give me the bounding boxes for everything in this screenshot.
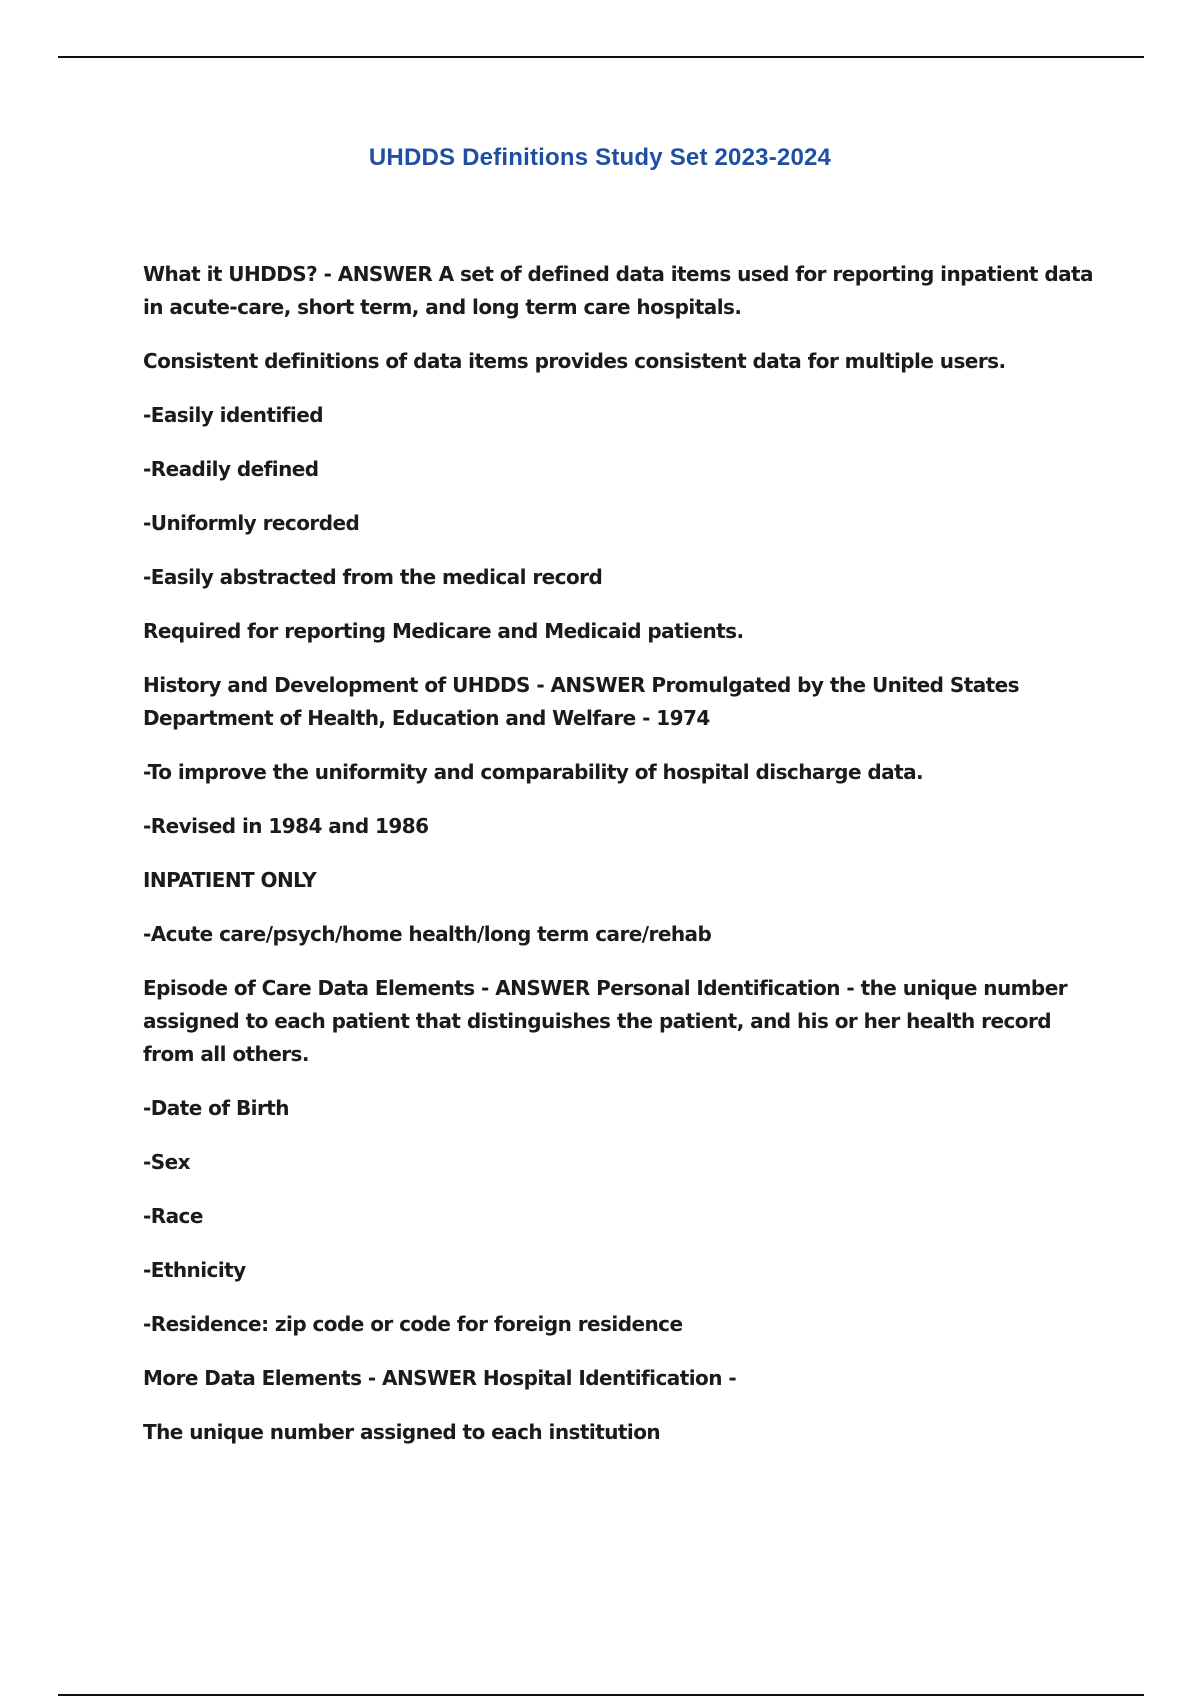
bullet-readily-defined: -Readily defined: [143, 457, 319, 481]
paragraph-what-is-uhdds: What it UHDDS? - ANSWER A set of defined data items used for reporting inpatient data in acute-care, short term, and long term care hospitals.: [143, 262, 1093, 319]
bullet-improve-uniformity: -To improve the uniformity and comparability of hospital discharge data.: [143, 760, 924, 784]
paragraph-hospital-identification: The unique number assigned to each institution: [143, 1420, 661, 1444]
bullet-revised: -Revised in 1984 and 1986: [143, 814, 429, 838]
paragraph-required-reporting: Required for reporting Medicare and Medicaid patients.: [143, 619, 744, 643]
paragraph-inpatient-only: INPATIENT ONLY: [143, 868, 317, 892]
top-divider: [58, 56, 1144, 58]
bullet-easily-abstracted: -Easily abstracted from the medical record: [143, 565, 603, 589]
bullet-care-types: -Acute care/psych/home health/long term care/rehab: [143, 922, 712, 946]
bullet-sex: -Sex: [143, 1150, 190, 1174]
bullet-easily-identified: -Easily identified: [143, 403, 324, 427]
document-title: UHDDS Definitions Study Set 2023-2024: [368, 144, 832, 171]
paragraph-more-data-elements: More Data Elements - ANSWER Hospital Identification -: [143, 1366, 737, 1390]
paragraph-episode-of-care: Episode of Care Data Elements - ANSWER Personal Identification - the unique number assigned to each patient that distinguishes the patient, and his or her health record from all others.: [143, 976, 1068, 1066]
bullet-date-of-birth: -Date of Birth: [143, 1096, 289, 1120]
document-body: [143, 258, 1103, 1470]
bullet-race: -Race: [143, 1204, 203, 1228]
bullet-ethnicity: -Ethnicity: [143, 1258, 246, 1282]
bottom-divider: [58, 1694, 1144, 1696]
bullet-residence: -Residence: zip code or code for foreign residence: [143, 1312, 683, 1336]
paragraph-consistent-definitions: Consistent definitions of data items provides consistent data for multiple users.: [143, 349, 1006, 373]
paragraph-history-development: History and Development of UHDDS - ANSWER Promulgated by the United States Department of Health, Education and Welfare - 1974: [143, 673, 1020, 730]
bullet-uniformly-recorded: -Uniformly recorded: [143, 511, 360, 535]
